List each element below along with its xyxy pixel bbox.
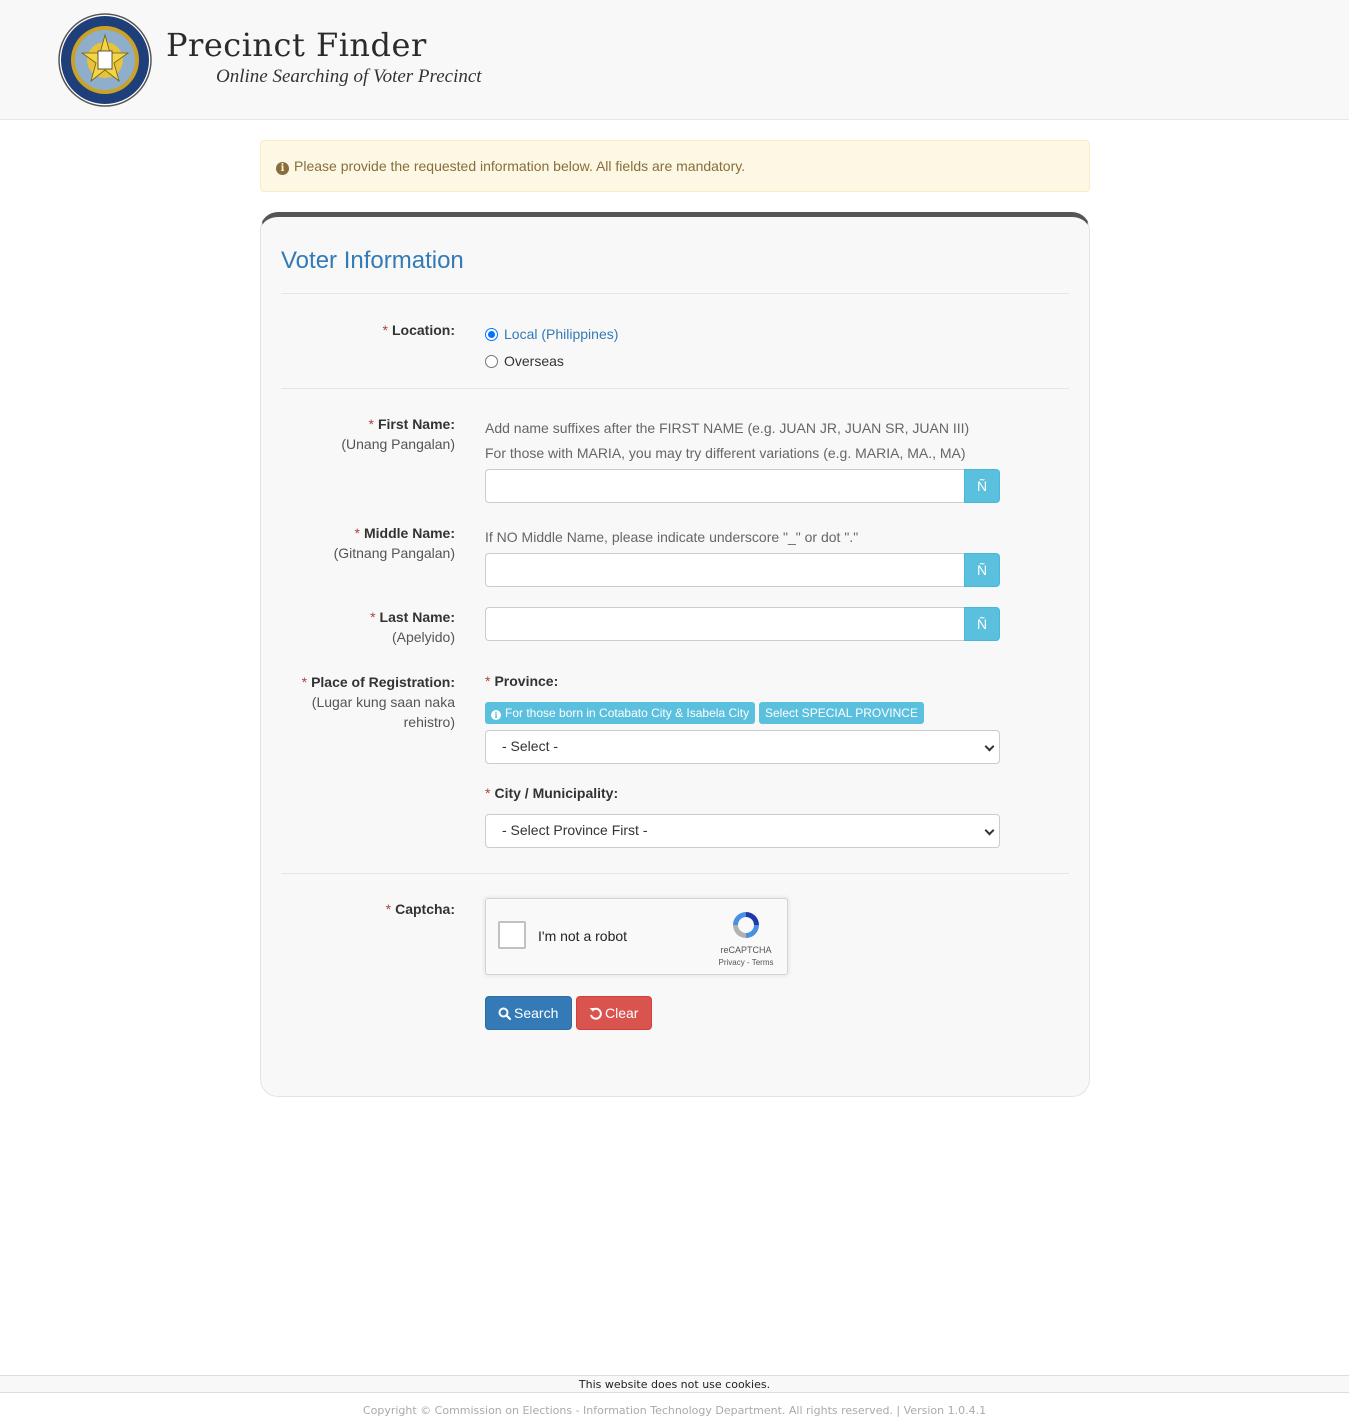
recaptcha-label: I'm not a robot [538, 928, 628, 944]
required-asterisk: * [382, 322, 388, 338]
radio-local[interactable] [485, 328, 498, 341]
search-button[interactable]: Search [485, 996, 572, 1030]
first-name-sublabel: (Unang Pangalan) [341, 436, 455, 452]
info-circle-icon: i [491, 710, 501, 720]
mandatory-fields-alert [260, 140, 1090, 192]
location-option-local[interactable] [485, 326, 618, 342]
last-name-input-group [485, 607, 1000, 641]
recaptcha-brand: reCAPTCHA [720, 945, 772, 955]
middle-name-label: * Middle Name: (Gitnang Pangalan) [333, 525, 455, 561]
radio-overseas-label: Overseas [504, 353, 564, 369]
special-province-badge[interactable]: Select SPECIAL PROVINCE [759, 702, 924, 724]
undo-icon [589, 1007, 602, 1020]
recaptcha-widget [485, 898, 788, 975]
cookie-notice: This website does not use cookies. [0, 1375, 1349, 1393]
registration-sublabel: (Lugar kung saan naka rehistro) [311, 694, 455, 730]
info-circle-icon: i [276, 162, 289, 175]
city-select[interactable] [485, 814, 1000, 848]
radio-overseas[interactable] [485, 355, 498, 368]
city-select-value: - Select Province First - [502, 822, 648, 838]
divider [281, 873, 1069, 874]
first-name-input[interactable] [485, 469, 965, 503]
last-name-input[interactable] [485, 607, 965, 641]
first-name-label: * First Name: (Unang Pangalan) [341, 416, 455, 452]
voter-information-panel [260, 212, 1090, 1097]
first-name-help: Add name suffixes after the FIRST NAME (e.g. JUAN JR, JUAN SR, JUAN III) For those with MARIA, you may try different variations (e.g. MARIA, MA., MA) [485, 420, 970, 461]
radio-local-label: Local (Philippines) [504, 326, 619, 342]
last-name-enye-button[interactable]: Ñ [964, 607, 1000, 641]
province-select[interactable] [485, 730, 1000, 764]
divider [281, 388, 1069, 389]
site-subtitle: Online Searching of Voter Precinct [216, 66, 482, 87]
location-option-overseas[interactable] [485, 353, 564, 369]
province-select-value: - Select - [502, 738, 559, 754]
chevron-down-icon [985, 742, 995, 752]
site-header [0, 0, 1349, 120]
panel-title: Voter Information [281, 247, 464, 274]
middle-name-help: If NO Middle Name, please indicate underscore "_" or dot "." [485, 529, 859, 545]
last-name-sublabel: (Apelyido) [391, 629, 455, 645]
copyright-text: Copyright © Commission on Elections - Information Technology Department. All rights reserved. | Version 1.0.4.1 [362, 1404, 987, 1417]
middle-name-enye-button[interactable]: Ñ [964, 553, 1000, 587]
province-label: * Province: [485, 673, 559, 689]
first-name-enye-button[interactable]: Ñ [964, 469, 1000, 503]
recaptcha-logo-icon [730, 909, 762, 941]
location-label: * Location: [382, 322, 455, 338]
recaptcha-privacy-terms-links[interactable]: Privacy - Terms [718, 958, 774, 967]
search-icon [498, 1007, 511, 1020]
recaptcha-checkbox[interactable] [498, 921, 526, 949]
middle-name-input[interactable] [485, 553, 965, 587]
last-name-label: * Last Name: (Apelyido) [370, 609, 455, 645]
cotabato-isabela-info-badge[interactable]: i For those born in Cotabato City & Isabela City [485, 702, 755, 724]
clear-button[interactable]: Clear [576, 996, 652, 1030]
registration-label: * Place of Registration: (Lugar kung saan naka rehistro) [265, 672, 455, 732]
first-name-input-group [485, 469, 1000, 503]
alert-text: Please provide the requested information below. All fields are mandatory. [294, 158, 746, 174]
captcha-label: * Captcha: [385, 901, 455, 917]
site-title: Precinct Finder [166, 26, 427, 64]
city-label: * City / Municipality: [485, 785, 619, 801]
divider [281, 293, 1069, 294]
middle-name-input-group [485, 553, 1000, 587]
chevron-down-icon [985, 826, 995, 836]
comelec-seal-logo[interactable] [58, 13, 152, 107]
middle-name-sublabel: (Gitnang Pangalan) [333, 545, 455, 561]
